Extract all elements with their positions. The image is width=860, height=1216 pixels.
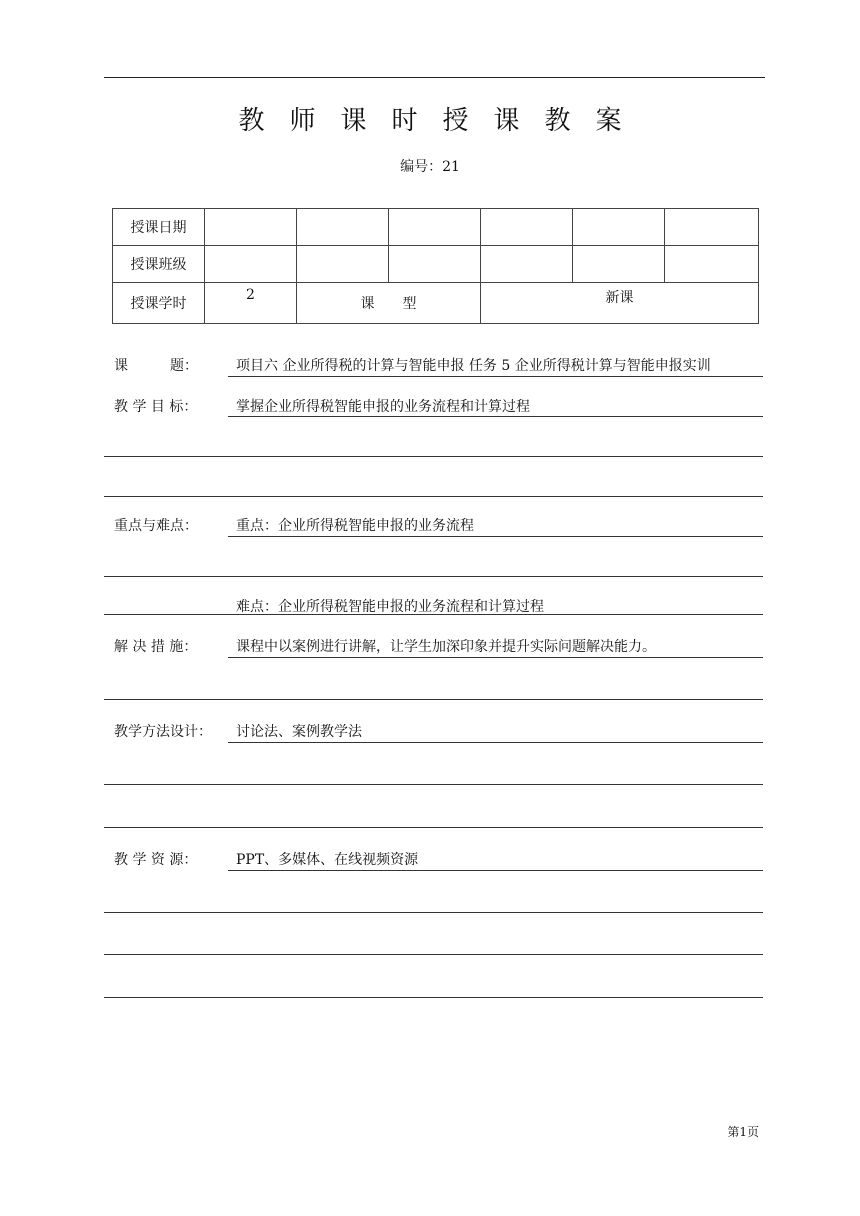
method-underline: [228, 742, 763, 743]
difficulty-value: 难点：企业所得税智能申报的业务流程和计算过程: [236, 599, 544, 615]
solution-underline: [228, 657, 763, 658]
blank-line: [104, 954, 763, 955]
page-number: 第1页: [727, 1125, 759, 1139]
blank-line: [104, 576, 763, 577]
date-cell: [389, 209, 481, 246]
key-point-value: 重点：企业所得税智能申报的业务流程: [236, 518, 474, 534]
date-label: 授课日期: [113, 209, 205, 246]
blank-line: [104, 784, 763, 785]
class-cell: [297, 246, 389, 283]
topic-underline: [228, 376, 763, 377]
key-point-underline: [228, 536, 763, 537]
solution-value: 课程中以案例进行讲解，让学生加深印象并提升实际问题解决能力。: [236, 639, 656, 655]
class-label: 授课班级: [113, 246, 205, 283]
document-number: 编号：21: [400, 159, 460, 175]
difficulty-underline: [104, 614, 763, 615]
type-label: 课 型: [297, 283, 481, 324]
date-cell: [573, 209, 665, 246]
table-row-class: [113, 246, 759, 283]
blank-line: [104, 699, 763, 700]
resources-value: PPT、多媒体、在线视频资源: [236, 852, 419, 868]
class-cell: [665, 246, 759, 283]
resources-underline: [228, 870, 763, 871]
blank-line: [104, 997, 763, 998]
objective-value: 掌握企业所得税智能申报的业务流程和计算过程: [236, 399, 530, 415]
topic-label: 课 题：: [114, 358, 198, 374]
class-cell: [481, 246, 573, 283]
topic-value: 项目六 企业所得税的计算与智能申报 任务 5 企业所得税计算与智能申报实训: [236, 358, 711, 374]
class-cell: [205, 246, 297, 283]
class-cell: [573, 246, 665, 283]
table-row-date: [113, 209, 759, 246]
date-cell: [205, 209, 297, 246]
blank-line: [104, 912, 763, 913]
type-value: 新课: [481, 283, 759, 324]
objective-label: 教 学 目 标：: [114, 399, 198, 415]
solution-label: 解 决 措 施：: [114, 639, 198, 655]
date-cell: [481, 209, 573, 246]
blank-line: [104, 827, 763, 828]
blank-line: [104, 496, 763, 497]
class-cell: [389, 246, 481, 283]
course-info-table: [112, 208, 759, 324]
method-value: 讨论法、案例教学法: [236, 724, 362, 740]
document-title: 教师课时授课教案: [238, 106, 647, 136]
method-label: 教学方法设计：: [114, 724, 212, 740]
resources-label: 教 学 资 源：: [114, 852, 198, 868]
date-cell: [297, 209, 389, 246]
objective-underline: [228, 416, 763, 417]
header-rule: [104, 77, 765, 78]
blank-line: [104, 456, 763, 457]
hours-value: 2: [205, 283, 297, 324]
table-row-hours: [113, 283, 759, 324]
key-points-label: 重点与难点：: [114, 518, 198, 534]
date-cell: [665, 209, 759, 246]
hours-label: 授课学时: [113, 283, 205, 324]
